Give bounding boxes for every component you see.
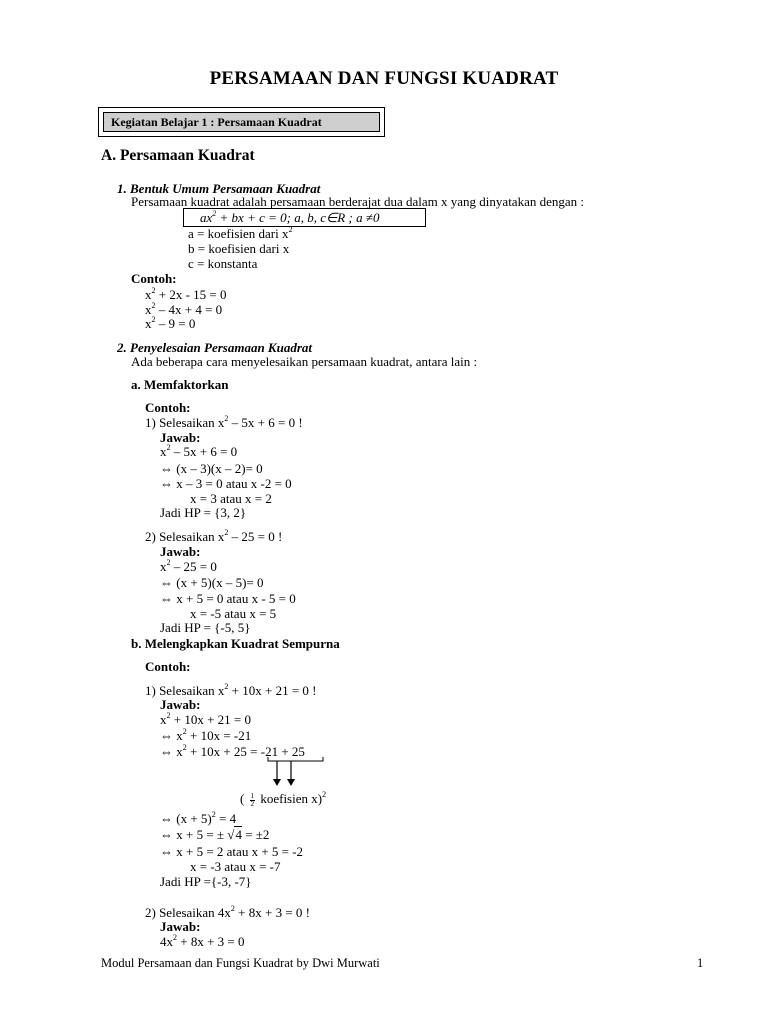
- footer-text: Modul Persamaan dan Fungsi Kuadrat by Dwi Murwati: [101, 956, 380, 970]
- coef-b-line: b = koefisien dari x: [188, 241, 290, 256]
- problem-line: 2) Selesaikan $x^2 - 25 = 0$ !: [145, 528, 283, 544]
- subsection-2-intro: Ada beberapa cara menyelesaikan persamaan kuadrat, antara lain :: [131, 354, 478, 369]
- solution-line: ⇔ (x + 5)(x – 5)= 0: [160, 575, 264, 590]
- jawab-label: Jawab:: [160, 430, 201, 445]
- solution-line: ⇔ $(x + 5)^2 = 4$: [160, 810, 237, 826]
- coef-c-line: c = konstanta: [188, 256, 258, 271]
- problem-line: 1) Selesaikan $x^2 - 5x + 6 = 0$ !: [145, 414, 303, 430]
- contoh-label: Contoh:: [145, 659, 191, 674]
- contoh-label: Contoh:: [131, 271, 177, 286]
- problem-line: 1) Selesaikan $x^2 + 10x + 21 = 0$ !: [145, 682, 317, 698]
- jawab-label: Jawab:: [160, 697, 201, 712]
- solution-line: $4x^2 + 8x + 3 = 0$: [160, 933, 245, 949]
- section-a-heading: A. Persamaan Kuadrat: [101, 147, 255, 164]
- method-b-heading: b. Melengkapkan Kuadrat Sempurna: [131, 636, 340, 651]
- solution-set-line: Jadi HP ={-3, -7}: [160, 874, 252, 889]
- jawab-label: Jawab:: [160, 544, 201, 559]
- solution-line: ⇔ x – 3 = 0 atau x -2 = 0: [160, 476, 292, 491]
- solution-line: $x^2 - 5x + 6 = 0$: [160, 443, 238, 459]
- solution-line: x = 3 atau x = 2: [190, 491, 272, 506]
- contoh-label: Contoh:: [145, 400, 191, 415]
- solution-line: $x^2 - 25 = 0$: [160, 558, 217, 574]
- example-line: $x^2 - 4x + 4 = 0$: [145, 301, 223, 317]
- activity-box: [98, 107, 385, 137]
- activity-box-label: Kegiatan Belajar 1 : Persamaan Kuadrat: [103, 112, 380, 132]
- solution-line: ⇔ x + 5 = 0 atau x - 5 = 0: [160, 591, 296, 606]
- solution-set-line: Jadi HP = {-5, 5}: [160, 620, 251, 635]
- page-title: PERSAMAAN DAN FUNGSI KUADRAT: [209, 68, 559, 89]
- method-a-heading: a. Memfaktorkan: [131, 377, 229, 392]
- subsection-1-heading: 1. Bentuk Umum Persamaan Kuadrat: [117, 181, 321, 196]
- jawab-label: Jawab:: [160, 919, 201, 934]
- general-form-formula: $ax^2$ + bx + c = 0; a, b, c∈R ; a ≠0: [200, 209, 380, 225]
- solution-set-line: Jadi HP = {3, 2}: [160, 505, 247, 520]
- subsection-2-heading: 2. Penyelesaian Persamaan Kuadrat: [117, 340, 313, 355]
- solution-line: ⇔ $x^2 + 10x + 25 = -21 + 25$: [160, 743, 305, 759]
- half-coefficient-note: ( $\frac{1}{2}$ koefisien x)$^2$: [240, 790, 327, 808]
- solution-line: x = -5 atau x = 5: [190, 606, 277, 621]
- example-line: $x^2 - 9 = 0$: [145, 315, 196, 331]
- solution-line: ⇔ x + 5 = 2 atau x + 5 = -2: [160, 844, 304, 859]
- solution-line: $x^2 + 10x + 21 = 0$: [160, 711, 251, 727]
- coef-a-line: a = koefisien dari $x^2$: [188, 225, 293, 241]
- solution-line: ⇔ $x^2 + 10x = -21$: [160, 727, 252, 743]
- solution-line: ⇔ (x – 3)(x – 2)= 0: [160, 461, 263, 476]
- solution-line: ⇔ x + 5 = ± √4 = ±2: [160, 827, 270, 842]
- solution-line: x = -3 atau x = -7: [190, 859, 281, 874]
- bracket-arrows: [255, 755, 330, 789]
- subsection-1-intro: Persamaan kuadrat adalah persamaan berderajat dua dalam x yang dinyatakan dengan :: [131, 194, 584, 209]
- page-number: 1: [697, 956, 704, 970]
- problem-line: 2) Selesaikan $4x^2 + 8x + 3 = 0$ !: [145, 904, 310, 920]
- example-line: $x^2 + 2x - 15 = 0$: [145, 286, 227, 302]
